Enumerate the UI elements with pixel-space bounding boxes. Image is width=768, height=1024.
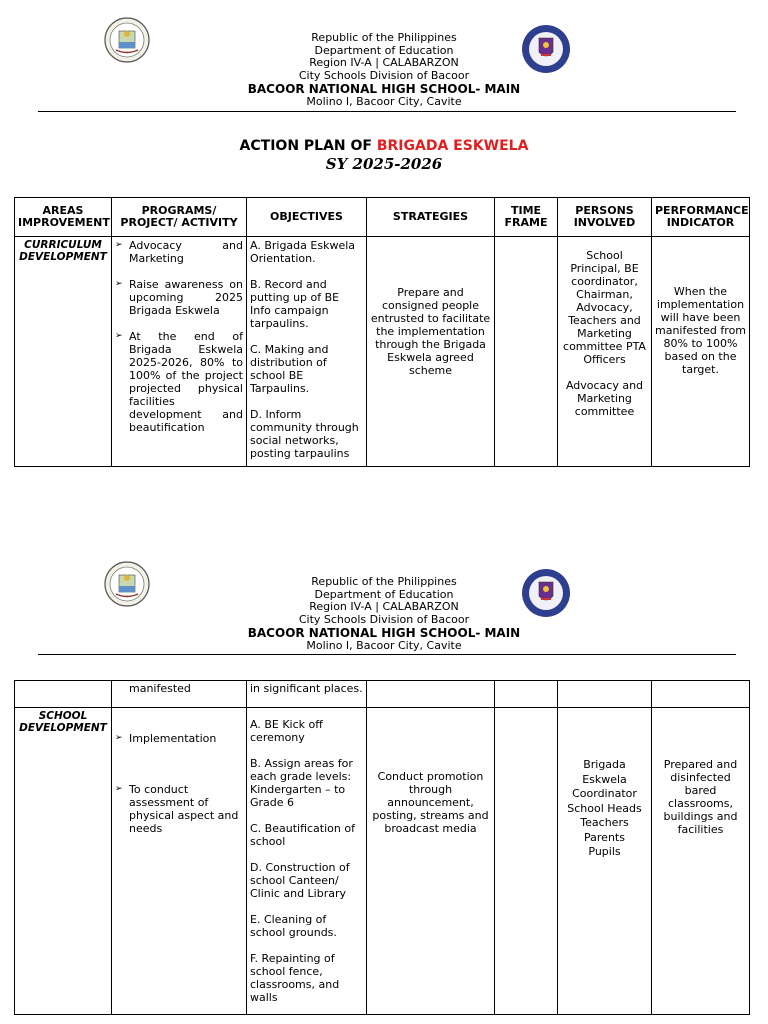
strategies-cell-empty — [367, 681, 495, 708]
letterhead-school-name: BACOOR NATIONAL HIGH SCHOOL- MAIN — [247, 82, 521, 96]
letterhead-school-name: BACOOR NATIONAL HIGH SCHOOL- MAIN — [247, 626, 521, 640]
time-frame-cell — [495, 708, 558, 1015]
table-row — [15, 708, 750, 1015]
letterhead-address: Molino I, Bacoor City, Cavite — [306, 95, 462, 108]
program-item: ➢ Raise awareness on upcoming 2025 Brigada Eskwela — [115, 278, 243, 317]
objectives-tail — [247, 681, 367, 708]
strategies-text: Prepare and consigned people entrusted to facilitate the implementation through the Brigada Eskwela agreed scheme — [370, 286, 491, 377]
strategies-text: Conduct promotion through announcement, posting, streams and broadcast media — [372, 770, 489, 835]
strategies-cell — [367, 237, 495, 467]
area-cell-empty — [15, 681, 112, 708]
area-school-development: SCHOOL DEVELOPMENT — [15, 708, 112, 1015]
person-item: Pupils — [588, 845, 621, 858]
person-item: Brigada Eskwela Coordinator — [572, 758, 637, 800]
header-programs: PROGRAMS/ PROJECT/ ACTIVITY — [112, 198, 247, 237]
objective-item: B. Record and putting up of BE Info campaign tarpaulins. — [250, 278, 340, 330]
indicator-text: When the implementation will have been manifested from 80% to 100% based on the target. — [655, 285, 747, 376]
time-frame-cell-empty — [495, 681, 558, 708]
indicator-cell — [652, 237, 750, 467]
objective-item: C. Making and distribution of school BE Tarpaulins. — [250, 343, 329, 395]
person-item: Parents — [584, 830, 625, 844]
persons-cell — [558, 708, 652, 1015]
person-item: Teachers — [580, 816, 629, 829]
strategies-cell — [367, 708, 495, 1015]
area-curriculum: CURRICULUM DEVELOPMENT — [15, 237, 112, 467]
header-time-frame: TIME FRAME — [495, 198, 558, 237]
action-plan-table-continued — [14, 680, 750, 1015]
persons-cell — [558, 237, 652, 467]
objective-item: B. Assign areas for each grade levels: Kindergarten – to Grade 6 — [250, 757, 353, 809]
letterhead-division: City Schools Division of Bacoor — [298, 68, 470, 82]
letterhead-division: City Schools Division of Bacoor — [298, 612, 470, 626]
letterhead-republic: Republic of the Philippines — [311, 575, 457, 588]
persons-cell-empty — [558, 681, 652, 708]
program-item: ➢ Implementation — [115, 732, 243, 745]
program-item: ➢ At the end of Brigada Eskwela 2025-2026, 80% to 100% of the project projected physical facilities development and beautification — [115, 330, 243, 434]
indicator-cell-empty — [652, 681, 750, 708]
table-row-continued — [15, 681, 750, 708]
programs-cell — [112, 237, 247, 467]
program-item: ➢ Advocacy and Marketing — [115, 239, 243, 265]
header-areas: AREAS IMPROVEMENT — [15, 198, 112, 237]
header-divider — [38, 654, 736, 655]
time-frame-cell — [495, 237, 558, 467]
objectives-cell — [247, 237, 367, 467]
objective-item: A. Brigada Eskwela Orientation. — [250, 239, 356, 265]
table-header-row — [15, 198, 750, 237]
programs-cell — [112, 708, 247, 1015]
document-title — [0, 137, 768, 173]
objective-item: D. Construction of school Canteen/ Clinic and Library — [250, 861, 350, 900]
programs-tail — [112, 681, 247, 708]
letterhead-address: Molino I, Bacoor City, Cavite — [306, 639, 462, 652]
title-highlight: BRIGADA ESKWELA — [376, 138, 529, 154]
objective-item: C. Beautification of school — [250, 822, 355, 848]
letterhead-region: Region IV-A | CALABARZON — [309, 600, 459, 613]
objective-item: D. Inform community through social networks, posting tarpaulins — [250, 408, 359, 460]
header-persons: PERSONS INVOLVED — [558, 198, 652, 237]
persons-text: School Principal, BE coordinator, Chairman, Advocacy, Teachers and Marketing committee PTA Officers — [563, 249, 646, 366]
header-strategies: STRATEGIES — [367, 198, 495, 237]
table-row — [15, 237, 750, 467]
letterhead-department: Department of Education — [314, 43, 454, 57]
persons-committee-text: Advocacy and Marketing committee — [565, 379, 644, 418]
header-indicator: PERFORMANCE INDICATOR — [652, 198, 750, 237]
action-plan-table — [14, 197, 750, 467]
program-item: ➢ To conduct assessment of physical aspect and needs — [115, 783, 243, 835]
objective-item: E. Cleaning of school grounds. — [250, 913, 337, 939]
letterhead-region: Region IV-A | CALABARZON — [309, 56, 459, 69]
header-divider — [38, 111, 736, 112]
letterhead-republic: Republic of the Philippines — [311, 31, 457, 44]
letterhead-department: Department of Education — [314, 587, 454, 601]
programs-tail-text: manifested — [129, 682, 191, 695]
letterhead-page-2 — [0, 576, 768, 653]
indicator-cell — [652, 708, 750, 1015]
person-item: School Heads — [567, 801, 642, 815]
objectives-tail-text: in significant places. — [250, 682, 363, 695]
title-school-year: SY 2025-2026 — [325, 155, 443, 173]
indicator-text: Prepared and disinfected bared classrooms, buildings and facilities — [663, 758, 738, 836]
objective-item: F. Repainting of school fence, classrooms, and walls — [250, 952, 340, 1004]
objective-item: A. BE Kick off ceremony — [250, 718, 323, 744]
header-objectives: OBJECTIVES — [247, 198, 367, 237]
title-prefix: ACTION PLAN OF — [239, 138, 377, 154]
letterhead-page-1 — [0, 32, 768, 109]
objectives-cell — [247, 708, 367, 1015]
